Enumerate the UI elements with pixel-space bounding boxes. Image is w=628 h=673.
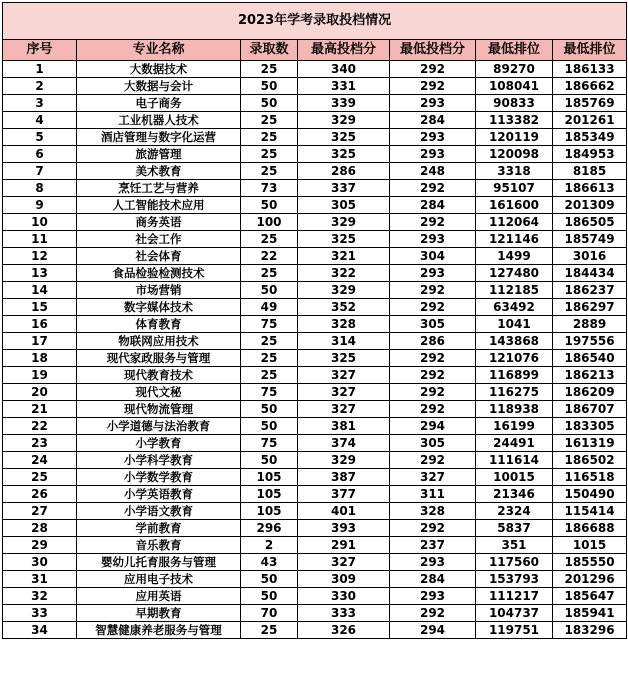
cell-max-score: 352 (298, 299, 390, 316)
cell-major: 早期教育 (77, 605, 241, 622)
table-row (3, 605, 627, 622)
cell-min-rank: 5837 (476, 520, 553, 537)
cell-admitted: 25 (241, 163, 298, 180)
cell-min-rank: 120098 (476, 146, 553, 163)
cell-min-score: 305 (390, 435, 476, 452)
cell-major: 小学数学教育 (77, 469, 241, 486)
cell-min-rank: 112064 (476, 214, 553, 231)
cell-max-score: 327 (298, 384, 390, 401)
cell-min-score: 293 (390, 129, 476, 146)
cell-index: 10 (3, 214, 77, 231)
cell-admitted: 25 (241, 350, 298, 367)
cell-max-score: 337 (298, 180, 390, 197)
cell-min-score: 293 (390, 95, 476, 112)
cell-min-rank: 120119 (476, 129, 553, 146)
cell-min-rank-2: 8185 (553, 163, 627, 180)
cell-admitted: 25 (241, 265, 298, 282)
cell-min-score: 293 (390, 588, 476, 605)
cell-max-score: 333 (298, 605, 390, 622)
cell-min-rank-2: 186133 (553, 61, 627, 78)
cell-index: 27 (3, 503, 77, 520)
cell-admitted: 75 (241, 435, 298, 452)
cell-major: 音乐教育 (77, 537, 241, 554)
cell-min-rank: 121146 (476, 231, 553, 248)
cell-min-rank: 119751 (476, 622, 553, 639)
cell-index: 7 (3, 163, 77, 180)
cell-min-rank: 108041 (476, 78, 553, 95)
cell-min-rank: 161600 (476, 197, 553, 214)
cell-max-score: 291 (298, 537, 390, 554)
cell-major: 人工智能技术应用 (77, 197, 241, 214)
cell-max-score: 325 (298, 350, 390, 367)
cell-index: 15 (3, 299, 77, 316)
cell-index: 8 (3, 180, 77, 197)
cell-index: 17 (3, 333, 77, 350)
cell-max-score: 326 (298, 622, 390, 639)
cell-admitted: 25 (241, 61, 298, 78)
cell-max-score: 329 (298, 112, 390, 129)
header-row (3, 40, 627, 61)
cell-admitted: 50 (241, 588, 298, 605)
cell-min-rank: 118938 (476, 401, 553, 418)
cell-index: 18 (3, 350, 77, 367)
cell-min-score: 248 (390, 163, 476, 180)
cell-max-score: 329 (298, 282, 390, 299)
cell-major: 市场营销 (77, 282, 241, 299)
cell-major: 大数据与会计 (77, 78, 241, 95)
cell-min-rank-2: 185941 (553, 605, 627, 622)
cell-major: 现代教育技术 (77, 367, 241, 384)
cell-admitted: 2 (241, 537, 298, 554)
cell-index: 11 (3, 231, 77, 248)
table-row (3, 146, 627, 163)
cell-admitted: 105 (241, 486, 298, 503)
header-min-score: 最低投档分 (390, 40, 476, 61)
cell-min-rank-2: 186213 (553, 367, 627, 384)
cell-max-score: 339 (298, 95, 390, 112)
cell-min-rank-2: 184434 (553, 265, 627, 282)
cell-admitted: 25 (241, 231, 298, 248)
table-row (3, 197, 627, 214)
cell-major: 大数据技术 (77, 61, 241, 78)
cell-admitted: 50 (241, 452, 298, 469)
cell-admitted: 49 (241, 299, 298, 316)
cell-min-rank-2: 201261 (553, 112, 627, 129)
cell-min-rank-2: 186297 (553, 299, 627, 316)
cell-min-rank-2: 186502 (553, 452, 627, 469)
cell-min-rank-2: 186662 (553, 78, 627, 95)
cell-admitted: 43 (241, 554, 298, 571)
cell-max-score: 325 (298, 146, 390, 163)
cell-major: 应用电子技术 (77, 571, 241, 588)
cell-major: 小学语文教育 (77, 503, 241, 520)
cell-min-score: 311 (390, 486, 476, 503)
table-row (3, 231, 627, 248)
table-row (3, 61, 627, 78)
cell-major: 现代家政服务与管理 (77, 350, 241, 367)
cell-index: 24 (3, 452, 77, 469)
cell-admitted: 25 (241, 146, 298, 163)
cell-index: 25 (3, 469, 77, 486)
cell-admitted: 105 (241, 503, 298, 520)
cell-max-score: 340 (298, 61, 390, 78)
cell-major: 烹饪工艺与营养 (77, 180, 241, 197)
cell-min-rank: 89270 (476, 61, 553, 78)
cell-min-rank: 113382 (476, 112, 553, 129)
table-row (3, 214, 627, 231)
header-major: 专业名称 (77, 40, 241, 61)
cell-min-score: 294 (390, 418, 476, 435)
cell-major: 物联网应用技术 (77, 333, 241, 350)
cell-min-rank: 95107 (476, 180, 553, 197)
cell-index: 9 (3, 197, 77, 214)
cell-min-rank: 63492 (476, 299, 553, 316)
cell-min-rank: 111614 (476, 452, 553, 469)
cell-major: 工业机器人技术 (77, 112, 241, 129)
cell-min-score: 293 (390, 265, 476, 282)
cell-min-rank: 1499 (476, 248, 553, 265)
cell-min-score: 328 (390, 503, 476, 520)
cell-min-rank: 21346 (476, 486, 553, 503)
cell-index: 13 (3, 265, 77, 282)
cell-max-score: 393 (298, 520, 390, 537)
table-row (3, 299, 627, 316)
table-row (3, 588, 627, 605)
cell-index: 3 (3, 95, 77, 112)
cell-min-rank-2: 185749 (553, 231, 627, 248)
cell-max-score: 325 (298, 231, 390, 248)
cell-min-rank: 116275 (476, 384, 553, 401)
cell-min-score: 292 (390, 299, 476, 316)
cell-min-rank-2: 1015 (553, 537, 627, 554)
table-row (3, 95, 627, 112)
cell-admitted: 25 (241, 112, 298, 129)
table-row (3, 452, 627, 469)
cell-max-score: 327 (298, 401, 390, 418)
table-row (3, 112, 627, 129)
cell-major: 电子商务 (77, 95, 241, 112)
table-row (3, 129, 627, 146)
header-index: 序号 (3, 40, 77, 61)
cell-admitted: 50 (241, 418, 298, 435)
cell-index: 12 (3, 248, 77, 265)
cell-min-score: 286 (390, 333, 476, 350)
table-row (3, 401, 627, 418)
cell-index: 26 (3, 486, 77, 503)
cell-min-rank-2: 186237 (553, 282, 627, 299)
cell-min-score: 284 (390, 197, 476, 214)
table-row (3, 78, 627, 95)
cell-min-score: 237 (390, 537, 476, 554)
cell-max-score: 377 (298, 486, 390, 503)
header-min-rank-2: 最低排位 (553, 40, 627, 61)
cell-major: 数字媒体技术 (77, 299, 241, 316)
cell-min-rank: 116899 (476, 367, 553, 384)
cell-index: 30 (3, 554, 77, 571)
cell-admitted: 75 (241, 384, 298, 401)
cell-admitted: 105 (241, 469, 298, 486)
cell-min-score: 284 (390, 112, 476, 129)
cell-min-rank: 1041 (476, 316, 553, 333)
cell-major: 婴幼儿托育服务与管理 (77, 554, 241, 571)
title-row (3, 3, 627, 40)
cell-admitted: 75 (241, 316, 298, 333)
header-admitted: 录取数 (241, 40, 298, 61)
cell-max-score: 327 (298, 554, 390, 571)
cell-index: 28 (3, 520, 77, 537)
cell-min-rank: 104737 (476, 605, 553, 622)
cell-index: 20 (3, 384, 77, 401)
cell-admitted: 50 (241, 282, 298, 299)
cell-min-rank-2: 201309 (553, 197, 627, 214)
table-row (3, 486, 627, 503)
cell-min-rank-2: 184953 (553, 146, 627, 163)
cell-min-score: 292 (390, 350, 476, 367)
cell-index: 23 (3, 435, 77, 452)
cell-min-rank: 112185 (476, 282, 553, 299)
cell-max-score: 328 (298, 316, 390, 333)
cell-min-score: 293 (390, 554, 476, 571)
cell-index: 14 (3, 282, 77, 299)
cell-admitted: 25 (241, 129, 298, 146)
cell-major: 商务英语 (77, 214, 241, 231)
cell-min-rank-2: 186688 (553, 520, 627, 537)
cell-min-rank: 143868 (476, 333, 553, 350)
cell-min-rank-2: 201296 (553, 571, 627, 588)
cell-min-rank-2: 186505 (553, 214, 627, 231)
cell-admitted: 70 (241, 605, 298, 622)
cell-min-rank-2: 150490 (553, 486, 627, 503)
table-row (3, 350, 627, 367)
cell-index: 33 (3, 605, 77, 622)
table-row (3, 265, 627, 282)
table-row (3, 418, 627, 435)
cell-admitted: 50 (241, 401, 298, 418)
cell-min-rank-2: 161319 (553, 435, 627, 452)
cell-max-score: 381 (298, 418, 390, 435)
cell-major: 体育教育 (77, 316, 241, 333)
cell-admitted: 25 (241, 622, 298, 639)
cell-max-score: 387 (298, 469, 390, 486)
table-row (3, 503, 627, 520)
cell-min-score: 292 (390, 78, 476, 95)
cell-max-score: 331 (298, 78, 390, 95)
table-row (3, 622, 627, 639)
cell-index: 4 (3, 112, 77, 129)
cell-major: 社会工作 (77, 231, 241, 248)
cell-admitted: 25 (241, 367, 298, 384)
cell-min-rank: 121076 (476, 350, 553, 367)
table-row (3, 520, 627, 537)
cell-index: 29 (3, 537, 77, 554)
cell-major: 食品检验检测技术 (77, 265, 241, 282)
cell-major: 现代物流管理 (77, 401, 241, 418)
cell-major: 小学教育 (77, 435, 241, 452)
cell-index: 2 (3, 78, 77, 95)
cell-min-score: 292 (390, 401, 476, 418)
cell-min-rank: 111217 (476, 588, 553, 605)
cell-major: 学前教育 (77, 520, 241, 537)
cell-admitted: 100 (241, 214, 298, 231)
header-min-rank: 最低排位 (476, 40, 553, 61)
cell-min-rank: 16199 (476, 418, 553, 435)
cell-admitted: 50 (241, 78, 298, 95)
cell-major: 旅游管理 (77, 146, 241, 163)
header-max-score: 最高投档分 (298, 40, 390, 61)
cell-min-score: 292 (390, 61, 476, 78)
cell-major: 小学科学教育 (77, 452, 241, 469)
cell-min-rank-2: 3016 (553, 248, 627, 265)
cell-index: 34 (3, 622, 77, 639)
cell-admitted: 50 (241, 571, 298, 588)
cell-min-score: 305 (390, 316, 476, 333)
cell-major: 智慧健康养老服务与管理 (77, 622, 241, 639)
cell-admitted: 50 (241, 95, 298, 112)
cell-min-score: 294 (390, 622, 476, 639)
cell-min-rank: 90833 (476, 95, 553, 112)
cell-min-rank: 117560 (476, 554, 553, 571)
cell-min-rank: 2324 (476, 503, 553, 520)
cell-min-rank-2: 183305 (553, 418, 627, 435)
cell-major: 现代文秘 (77, 384, 241, 401)
cell-min-rank-2: 186707 (553, 401, 627, 418)
cell-min-rank: 153793 (476, 571, 553, 588)
cell-min-rank-2: 115414 (553, 503, 627, 520)
table-row (3, 316, 627, 333)
cell-min-score: 292 (390, 367, 476, 384)
cell-index: 6 (3, 146, 77, 163)
cell-index: 21 (3, 401, 77, 418)
cell-min-rank-2: 116518 (553, 469, 627, 486)
table-row (3, 384, 627, 401)
table-row (3, 282, 627, 299)
cell-major: 小学道德与法治教育 (77, 418, 241, 435)
cell-min-score: 292 (390, 214, 476, 231)
cell-max-score: 309 (298, 571, 390, 588)
cell-min-rank: 351 (476, 537, 553, 554)
cell-min-score: 292 (390, 605, 476, 622)
cell-admitted: 22 (241, 248, 298, 265)
cell-major: 小学英语教育 (77, 486, 241, 503)
cell-major: 美术教育 (77, 163, 241, 180)
cell-min-score: 292 (390, 384, 476, 401)
cell-max-score: 321 (298, 248, 390, 265)
cell-min-score: 292 (390, 282, 476, 299)
cell-max-score: 401 (298, 503, 390, 520)
cell-major: 社会体育 (77, 248, 241, 265)
cell-min-score: 304 (390, 248, 476, 265)
table-row (3, 554, 627, 571)
table-row (3, 571, 627, 588)
cell-index: 31 (3, 571, 77, 588)
cell-index: 19 (3, 367, 77, 384)
cell-index: 1 (3, 61, 77, 78)
cell-max-score: 286 (298, 163, 390, 180)
cell-min-score: 293 (390, 146, 476, 163)
cell-min-rank-2: 2889 (553, 316, 627, 333)
cell-min-rank-2: 183296 (553, 622, 627, 639)
cell-min-rank-2: 186540 (553, 350, 627, 367)
cell-max-score: 327 (298, 367, 390, 384)
cell-min-rank-2: 197556 (553, 333, 627, 350)
table-row (3, 469, 627, 486)
cell-min-rank-2: 185550 (553, 554, 627, 571)
cell-admitted: 73 (241, 180, 298, 197)
table-body (3, 61, 627, 639)
cell-min-rank: 10015 (476, 469, 553, 486)
cell-min-rank-2: 185769 (553, 95, 627, 112)
cell-min-score: 284 (390, 571, 476, 588)
cell-max-score: 325 (298, 129, 390, 146)
cell-max-score: 314 (298, 333, 390, 350)
admission-table (2, 2, 627, 639)
cell-index: 32 (3, 588, 77, 605)
cell-admitted: 50 (241, 197, 298, 214)
cell-min-rank-2: 185349 (553, 129, 627, 146)
cell-min-rank: 3318 (476, 163, 553, 180)
table-row (3, 537, 627, 554)
cell-max-score: 329 (298, 452, 390, 469)
cell-max-score: 329 (298, 214, 390, 231)
cell-min-rank-2: 186613 (553, 180, 627, 197)
cell-index: 16 (3, 316, 77, 333)
cell-min-score: 292 (390, 520, 476, 537)
table-row (3, 367, 627, 384)
cell-index: 22 (3, 418, 77, 435)
cell-min-rank-2: 186209 (553, 384, 627, 401)
table-row (3, 333, 627, 350)
cell-min-score: 292 (390, 180, 476, 197)
table-row (3, 180, 627, 197)
table-title: 2023年学考录取投档情况 (3, 3, 627, 40)
table-row (3, 435, 627, 452)
cell-index: 5 (3, 129, 77, 146)
table-row (3, 248, 627, 265)
cell-admitted: 25 (241, 333, 298, 350)
cell-max-score: 305 (298, 197, 390, 214)
cell-max-score: 330 (298, 588, 390, 605)
table-row (3, 163, 627, 180)
cell-max-score: 322 (298, 265, 390, 282)
cell-major: 应用英语 (77, 588, 241, 605)
cell-min-rank: 127480 (476, 265, 553, 282)
cell-major: 酒店管理与数字化运营 (77, 129, 241, 146)
cell-admitted: 296 (241, 520, 298, 537)
cell-min-score: 293 (390, 231, 476, 248)
cell-min-score: 292 (390, 452, 476, 469)
cell-min-rank: 24491 (476, 435, 553, 452)
cell-max-score: 374 (298, 435, 390, 452)
cell-min-rank-2: 185647 (553, 588, 627, 605)
cell-min-score: 327 (390, 469, 476, 486)
